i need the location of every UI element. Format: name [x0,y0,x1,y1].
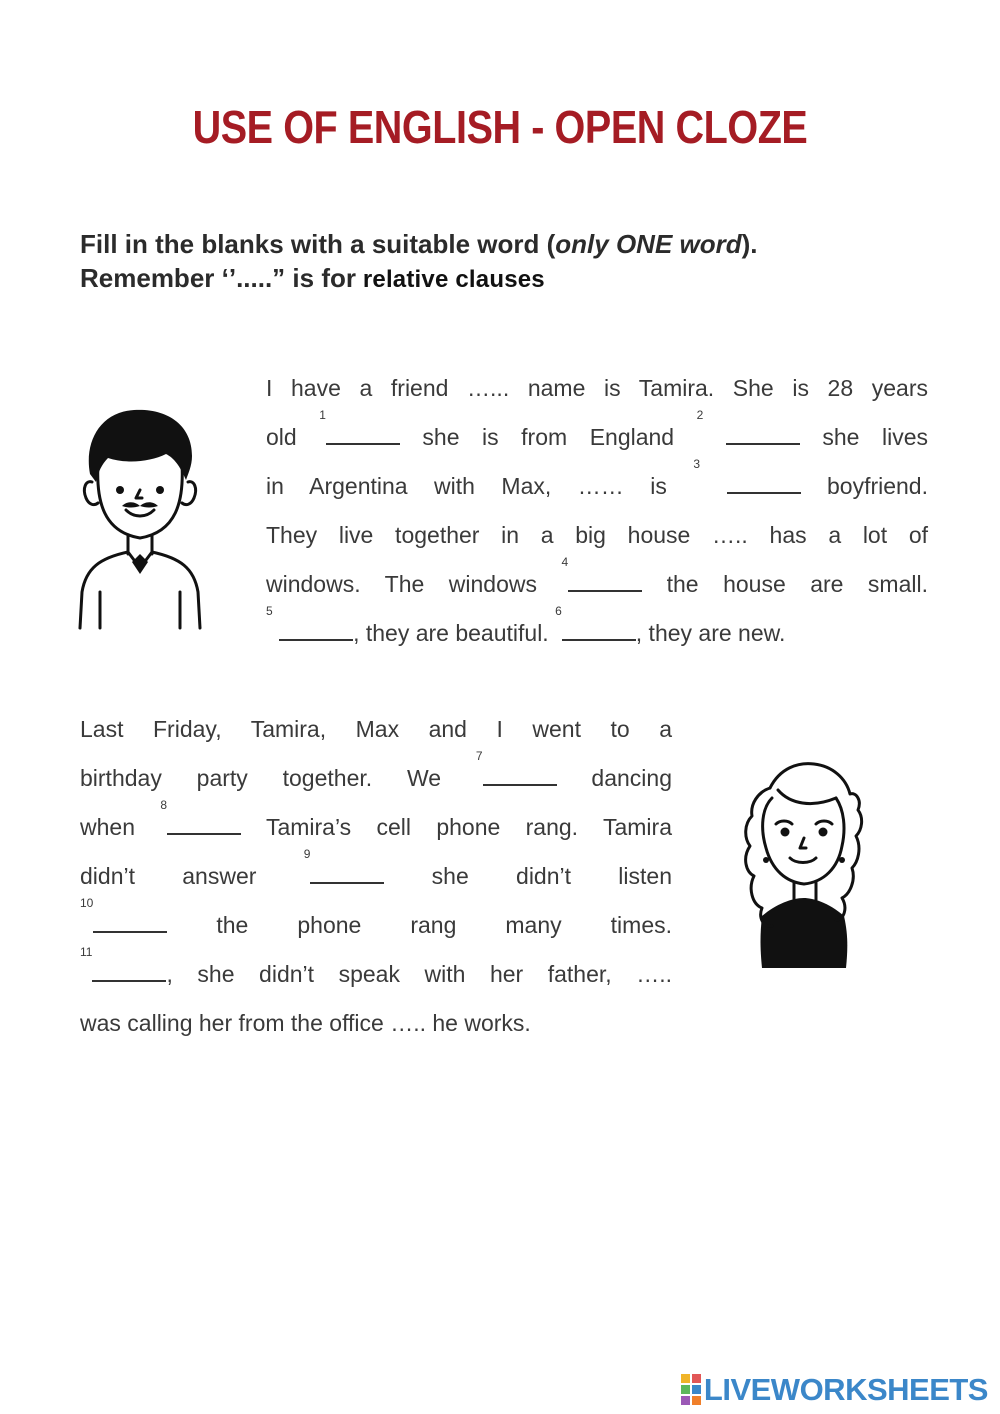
blank-11-input[interactable] [92,962,166,982]
blank-1-input[interactable] [326,425,400,445]
blank-6-input[interactable] [562,621,636,641]
text: old [266,424,320,450]
boy-illustration-icon [70,402,210,632]
text: she didn’t listen [384,863,672,889]
p1-line-6 [266,604,928,658]
text: , they are beautiful. [353,620,556,646]
p2-line-1 [80,705,672,754]
blank-number: 5 [266,604,273,618]
blank-number: 1 [319,408,326,422]
blank-2-input[interactable] [726,425,800,445]
text: I have a friend …... name is Tamira. She is 28 years [266,375,928,401]
blank-number: 2 [696,408,704,422]
text: she lives [799,424,929,450]
p1-line-2 [266,408,929,462]
p2-line-4 [80,847,672,901]
p1-line-3 [266,457,928,511]
text: Last Friday, Tamira, Max and I went to a [80,716,672,742]
text: was calling her from the office ….. he works. [80,1010,531,1036]
text: , she didn’t speak with her father, ….. [166,961,672,987]
liveworksheets-logo [681,1372,988,1408]
blank-10-input[interactable] [93,913,167,933]
blank-number: 3 [693,457,701,471]
text: in Argentina with Max, …… is [266,473,694,499]
p1-line-5 [266,555,928,609]
blank-number: 4 [561,555,569,569]
p2-line-7 [80,999,672,1048]
blank-4-input[interactable] [568,572,642,592]
instructions [80,227,960,297]
text: the house are small. [642,571,928,597]
text: , they are new. [635,620,786,646]
text: birthday party together. We [80,765,476,791]
blank-9-input[interactable] [310,864,384,884]
text: boyfriend. [800,473,928,499]
text: dancing [556,765,672,791]
brand-name: LIVEWORKSHEETS [703,1372,988,1407]
p2-line-2 [80,749,672,803]
paragraph-1 [266,364,928,658]
blank-number: 9 [303,847,311,861]
blank-number: 7 [475,749,483,763]
p1-line-4 [266,511,928,560]
liveworksheets-mark-icon [681,1374,701,1406]
blank-number: 10 [80,896,94,910]
instr-text: ). [741,229,758,259]
p1-line-1 [266,364,928,413]
blank-number: 8 [160,798,168,812]
blank-8-input[interactable] [167,815,241,835]
blank-5-input[interactable] [279,621,353,641]
blank-number: 6 [555,604,562,618]
text: They live together in a big house ….. has a lot of [266,522,928,548]
page-title: USE OF ENGLISH - OPEN CLOZE [192,101,808,153]
p2-line-6 [80,945,672,999]
p2-line-3 [80,798,672,852]
text: Tamira’s cell phone rang. Tamira [241,814,672,840]
text: didn’t answer [80,863,304,889]
instr-relative-clauses: relative clauses [355,266,545,293]
instr-text: Fill in the blanks with a suitable word ( [80,229,556,259]
text: she is from England [399,424,697,450]
paragraph-2 [80,705,672,1048]
instr-text: Remember ‘’.....” is for [80,263,356,293]
blank-3-input[interactable] [727,474,801,494]
text: windows. The windows [266,571,562,597]
p2-line-5 [80,896,672,950]
blank-number: 11 [80,945,93,959]
instr-italic: only ONE word [555,229,742,259]
blank-7-input[interactable] [483,766,557,786]
text: the phone rang many times. [167,912,672,938]
girl-illustration-icon [732,748,872,970]
text: when [80,814,161,840]
instructions-line-2 [80,261,960,297]
instructions-line-1 [80,227,960,261]
